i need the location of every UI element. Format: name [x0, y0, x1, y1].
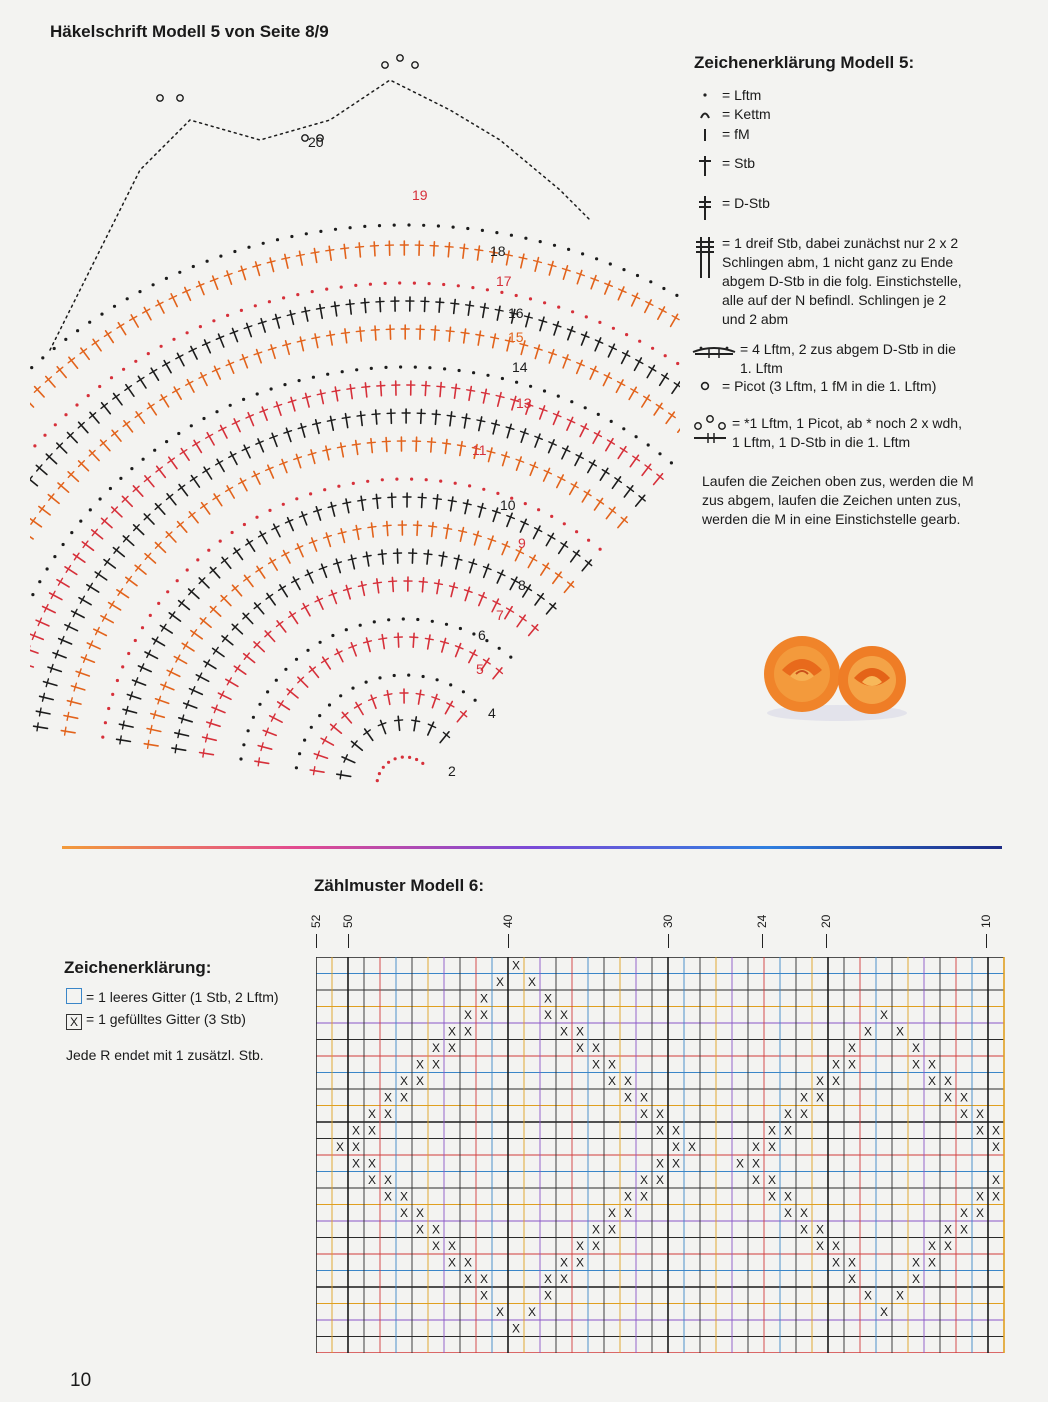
filled-mesh: X	[463, 1272, 473, 1286]
legend-item-stb: = Stb	[688, 154, 755, 178]
legend-item-kettm: = Kettm	[688, 105, 771, 124]
round-label: 9	[518, 535, 526, 551]
filled-mesh: X	[607, 1222, 617, 1237]
filled-mesh: X	[751, 1140, 761, 1154]
filled-mesh: X	[463, 1255, 473, 1270]
round-label: 10	[500, 497, 516, 513]
filled-mesh: X	[383, 1189, 393, 1204]
filled-mesh: X	[639, 1189, 649, 1204]
legend-item-fm: = fM	[688, 125, 750, 144]
filled-mesh: X	[815, 1074, 825, 1088]
filled-mesh: X	[783, 1189, 793, 1204]
filled-mesh: X	[655, 1123, 665, 1138]
filled-mesh: X	[799, 1222, 809, 1237]
filled-mesh: X	[911, 1041, 921, 1055]
filled-mesh: X	[959, 1090, 969, 1105]
filled-mesh: X	[543, 1288, 553, 1303]
filled-mesh: X	[543, 1272, 553, 1286]
column-marker-label: 40	[501, 914, 515, 928]
filled-mesh: X	[431, 1222, 441, 1237]
filled-mesh: X	[367, 1173, 377, 1187]
round-label: 4	[488, 705, 496, 721]
filled-mesh: X	[431, 1057, 441, 1072]
filled-mesh: X	[735, 1156, 745, 1171]
filled-mesh: X	[607, 1057, 617, 1072]
legend5-title: Zeichenerklärung Modell 5:	[694, 53, 915, 72]
filled-mesh: X	[831, 1255, 841, 1270]
column-marker-tick	[986, 934, 987, 948]
filled-mesh: X	[799, 1107, 809, 1121]
legend-item-chain-arch: = 4 Lftm, 2 zus abgem D-Stb in die 1. Lftm	[688, 340, 956, 378]
slip-stitch-icon	[688, 105, 722, 123]
column-marker-tick	[316, 934, 317, 948]
filled-mesh: X	[815, 1222, 825, 1237]
filled-mesh: X	[479, 1272, 489, 1286]
filled-mesh: X	[959, 1206, 969, 1220]
filled-mesh: X	[943, 1090, 953, 1105]
round-label: 11	[472, 442, 487, 458]
filled-mesh: X	[911, 1057, 921, 1072]
filled-mesh: X	[559, 1008, 569, 1022]
column-marker-label: 50	[341, 914, 355, 928]
filled-mesh: X	[975, 1107, 985, 1121]
filled-mesh: X	[431, 1041, 441, 1055]
filled-mesh: X	[415, 1074, 425, 1088]
legend6-filled-item: X = 1 gefülltes Gitter (3 Stb)	[66, 1011, 246, 1030]
round-label: 20	[308, 134, 324, 150]
filled-mesh: X	[399, 1206, 409, 1220]
filled-mesh: X	[559, 1255, 569, 1270]
filled-mesh: X	[895, 1288, 905, 1303]
filled-mesh: X	[607, 1206, 617, 1220]
roses-image	[752, 618, 922, 728]
filled-mesh: X	[447, 1239, 457, 1253]
filled-mesh: X	[591, 1057, 601, 1072]
filled-mesh: X	[415, 1057, 425, 1072]
filled-mesh: X	[943, 1222, 953, 1237]
filled-mesh: X	[911, 1272, 921, 1286]
filled-mesh: X	[959, 1222, 969, 1237]
column-marker-label: 24	[755, 914, 769, 928]
filled-mesh: X	[831, 1057, 841, 1072]
filled-mesh: X	[367, 1156, 377, 1171]
filled-mesh: X	[879, 1008, 889, 1022]
filled-mesh: X	[943, 1074, 953, 1088]
filled-mesh: X	[927, 1255, 937, 1270]
filled-mesh: X	[783, 1107, 793, 1121]
filled-mesh: X	[511, 958, 521, 973]
filled-mesh: X	[767, 1189, 777, 1204]
filled-mesh: X	[399, 1090, 409, 1105]
filled-mesh: X	[399, 1074, 409, 1088]
filled-mesh: X	[623, 1206, 633, 1220]
filled-mesh: X	[815, 1090, 825, 1105]
filled-mesh: X	[575, 1255, 585, 1270]
double-crochet-icon	[688, 154, 722, 178]
filled-mesh: X	[495, 975, 505, 989]
filled-mesh: X	[575, 1024, 585, 1039]
picot-icon	[688, 377, 722, 395]
legend6-title: Zeichenerklärung:	[64, 958, 212, 977]
column-marker-tick	[348, 934, 349, 948]
section-divider	[62, 846, 1002, 849]
filled-mesh: X	[799, 1206, 809, 1220]
column-marker-tick	[762, 934, 763, 948]
filled-mesh: X	[639, 1107, 649, 1121]
filled-mesh: X	[351, 1140, 361, 1154]
filled-mesh: X	[559, 1024, 569, 1039]
filled-mesh: X	[991, 1173, 1001, 1187]
filled-mesh: X	[431, 1239, 441, 1253]
filled-mesh: X	[351, 1123, 361, 1138]
round-label: 13	[516, 395, 532, 411]
filled-mesh: X	[991, 1189, 1001, 1204]
filled-mesh: X	[671, 1140, 681, 1154]
filled-mesh: X	[415, 1222, 425, 1237]
column-marker-label: 20	[819, 914, 833, 928]
filled-mesh: X	[943, 1239, 953, 1253]
chart6-title: Zählmuster Modell 6:	[314, 876, 485, 895]
filled-mesh: X	[591, 1041, 601, 1055]
round-label: 16	[508, 305, 524, 321]
filled-mesh: X	[767, 1140, 777, 1154]
filled-mesh: X	[511, 1321, 521, 1336]
triple-cluster-icon	[688, 234, 722, 280]
filled-mesh: X	[351, 1156, 361, 1171]
round-label: 5	[476, 661, 484, 677]
filled-mesh: X	[591, 1222, 601, 1237]
filet-chart-model6	[316, 957, 1006, 1353]
filled-mesh: X	[463, 1008, 473, 1022]
chain-arch-icon	[688, 340, 740, 362]
filled-mesh: X	[639, 1090, 649, 1105]
round-label: 14	[512, 359, 528, 375]
chain-dot-icon	[688, 86, 722, 104]
filled-mesh: X	[847, 1272, 857, 1286]
round-label: 2	[448, 763, 456, 779]
filled-mesh: X	[415, 1206, 425, 1220]
filled-mesh: X	[655, 1173, 665, 1187]
legend-item-picot-group: = *1 Lftm, 1 Picot, ab * noch 2 x wdh, 1 Lftm, 1 D-Stb in die 1. Lftm	[688, 414, 962, 452]
filled-mesh: X	[831, 1239, 841, 1253]
filled-mesh: X	[895, 1024, 905, 1039]
filled-mesh: X	[767, 1173, 777, 1187]
filled-mesh: X	[527, 1305, 537, 1319]
filled-mesh: X	[575, 1041, 585, 1055]
filled-mesh: X	[671, 1156, 681, 1171]
filled-mesh: X	[975, 1206, 985, 1220]
legend-item-triple-cluster: = 1 dreif Stb, dabei zunächst nur 2 x 2 Schlingen abm, 1 nicht ganz zu Ende abgem D-Stb in die folg. Einstichstelle, alle auf der N befindl. Schlingen je 2 und 2 abm	[688, 234, 962, 329]
legend-item-picot: = Picot (3 Lftm, 1 fM in die 1. Lftm)	[688, 377, 936, 396]
filled-mesh: X	[623, 1090, 633, 1105]
filled-mesh: X	[911, 1255, 921, 1270]
round-label: 18	[490, 243, 506, 259]
filled-mesh: X	[751, 1173, 761, 1187]
filled-mesh: X	[991, 1123, 1001, 1138]
round-label: 15	[508, 329, 524, 345]
filled-mesh: X	[655, 1156, 665, 1171]
column-marker-label: 30	[661, 914, 675, 928]
filled-mesh: X	[367, 1123, 377, 1138]
filled-mesh: X	[671, 1123, 681, 1138]
round-label: 7	[496, 607, 504, 623]
filled-mesh: X	[879, 1305, 889, 1319]
round-label: 8	[518, 577, 526, 593]
round-label: 19	[412, 187, 428, 203]
empty-mesh-icon	[66, 988, 82, 1004]
filled-mesh: X	[543, 991, 553, 1006]
crochet-chart-model5	[30, 40, 680, 840]
filled-mesh: X	[559, 1272, 569, 1286]
filled-mesh: X	[447, 1024, 457, 1039]
filled-mesh: X	[383, 1107, 393, 1121]
filled-mesh: X	[591, 1239, 601, 1253]
filled-mesh: X	[479, 1008, 489, 1022]
filled-mesh: X	[479, 1288, 489, 1303]
filled-mesh: X	[495, 1305, 505, 1319]
column-marker-tick	[508, 934, 509, 948]
filled-mesh: X	[623, 1074, 633, 1088]
column-marker-tick	[668, 934, 669, 948]
filled-mesh: X	[607, 1074, 617, 1088]
column-marker-tick	[826, 934, 827, 948]
filled-mesh: X	[447, 1041, 457, 1055]
legend-item-lftm: = Lftm	[688, 86, 761, 105]
filled-mesh: X	[799, 1090, 809, 1105]
filled-mesh: X	[847, 1041, 857, 1055]
filled-mesh: X	[687, 1140, 697, 1154]
filled-mesh: X	[623, 1189, 633, 1204]
chart5-title: Häkelschrift Modell 5 von Seite 8/9	[50, 22, 329, 41]
round-label: 6	[478, 627, 486, 643]
filled-mesh: X	[927, 1239, 937, 1253]
filled-mesh: X	[383, 1090, 393, 1105]
single-crochet-icon	[688, 125, 722, 143]
filled-mesh: X	[751, 1156, 761, 1171]
treble-crochet-icon	[688, 194, 722, 222]
filled-mesh: X	[479, 991, 489, 1006]
filled-mesh: X	[399, 1189, 409, 1204]
filled-mesh: X	[655, 1107, 665, 1121]
filled-mesh: X	[847, 1255, 857, 1270]
legend-item-dstb: = D-Stb	[688, 194, 770, 222]
page-number: 10	[70, 1370, 92, 1391]
filled-mesh: X	[975, 1123, 985, 1138]
filled-mesh: X	[575, 1239, 585, 1253]
column-marker-label: 52	[309, 914, 323, 928]
round-label: 17	[496, 273, 512, 289]
filled-mesh: X	[639, 1173, 649, 1187]
filled-mesh: X	[767, 1123, 777, 1138]
filled-mesh: X	[927, 1074, 937, 1088]
filled-mesh: X	[783, 1123, 793, 1138]
filled-mesh: X	[975, 1189, 985, 1204]
filled-mesh: X	[863, 1024, 873, 1039]
filled-mesh: X	[815, 1239, 825, 1253]
filled-mesh: X	[991, 1140, 1001, 1154]
filled-mesh: X	[383, 1173, 393, 1187]
legend6-note: Jede R endet mit 1 zusätzl. Stb.	[66, 1047, 264, 1063]
filled-mesh: X	[847, 1057, 857, 1072]
filled-mesh: X	[335, 1140, 345, 1154]
filled-mesh: X	[831, 1074, 841, 1088]
filled-mesh: X	[367, 1107, 377, 1121]
filled-mesh: X	[863, 1288, 873, 1303]
filled-mesh: X	[463, 1024, 473, 1039]
filled-mesh: X	[927, 1057, 937, 1072]
filled-mesh: X	[783, 1206, 793, 1220]
picot-group-icon	[688, 414, 732, 448]
legend5-note: Laufen die Zeichen oben zus, werden die M zus abgem, laufen die Zeichen unten zus, werden die M in eine Einstichstelle gearb.	[702, 473, 974, 527]
filled-mesh-icon: X	[66, 1014, 82, 1030]
filled-mesh: X	[447, 1255, 457, 1270]
filled-mesh: X	[527, 975, 537, 989]
filled-mesh: X	[959, 1107, 969, 1121]
column-marker-label: 10	[979, 914, 993, 928]
legend6-empty-item: = 1 leeres Gitter (1 Stb, 2 Lftm)	[66, 988, 279, 1005]
filled-mesh: X	[543, 1008, 553, 1022]
